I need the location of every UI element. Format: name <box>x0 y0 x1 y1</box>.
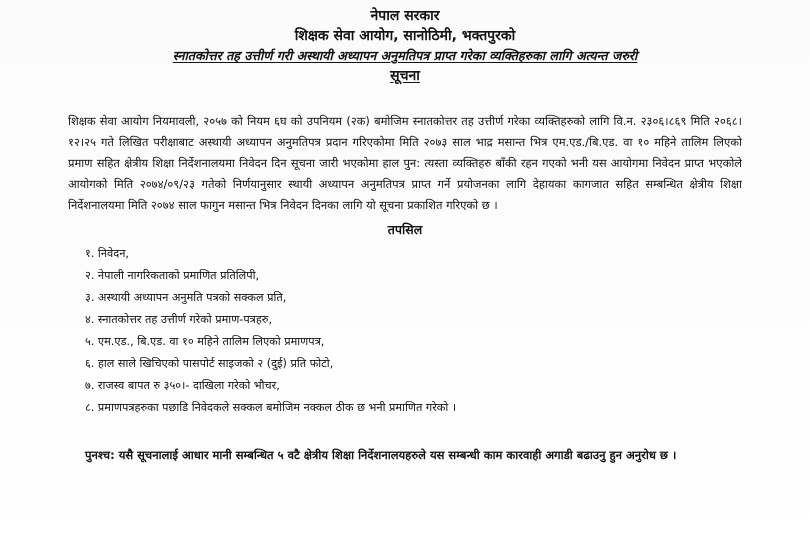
commission-name: शिक्षक सेवा आयोग, सानोठिमी, भक्तपुरको <box>294 28 516 44</box>
notice-body-paragraph: शिक्षक सेवा आयोग नियमावली, २०५७ को नियम ६घ को उपनियम (२क) बमोजिम स्नातकोत्तर तह उत्तीर्ण गरेका व्यक्तिहरुको लागि वि.न. २३०६।८६९ मिति २०६८।१२।२५ गते लिखित परीक्षाबाट अस्थायी अध्यापन अनुमतिपत्र प्रदान गरिएकोमा मिति २०७३ साल भाद्र मसान्त भित्र एम.एड./बि.एड. वा १० महिने तालिम लिएको प्रमाण सहित क्षेत्रीय शिक्षा निर्देशनालयमा निवेदन दिन सूचना जारी भएकोमा हाल पुन: त्यस्ता व्यक्तिहरु बाँकी रहन गएको भनी यस आयोगमा निवेदन प्राप्त भएकोले आयोगको मिति २०७४/०९/२३ गतेको निर्णयानुसार स्थायी अध्यापन अनुमतिपत्र प्राप्त गर्ने प्रयोजनका लागि देहायका कागजात सहित सम्बन्धित क्षेत्रीय शिक्षा निर्देशनालयमा मिति २०७४ साल फागुन मसान्त भित्र निवेदन दिनका लागि यो सूचना प्रकाशित गरिएको छ । <box>68 114 742 213</box>
requirement-item: १. निवेदन, <box>85 247 129 261</box>
notice-label: सूचना <box>390 68 420 84</box>
notice-header <box>68 6 742 86</box>
requirements-list <box>68 243 742 419</box>
requirement-item: ८. प्रमाणपत्रहरुका पछाडि निवेदकले सक्कल बमोजिम नक्कल ठीक छ भनी प्रमाणित गरेको । <box>85 401 457 415</box>
notice-title: स्नातकोत्तर तह उत्तीर्ण गरी अस्थायी अध्यापन अनुमतिपत्र प्राप्त गरेका व्यक्तिहरुका लागि अत्यन्त जरुरी <box>172 48 638 63</box>
requirement-item: २. नेपाली नागरिकताको प्रमाणित प्रतिलिपी, <box>85 269 260 283</box>
requirement-item: ७. राजस्व बापत रु ३५०।- दाखिला गरेको भौचर, <box>85 379 280 393</box>
requirements-heading: तपसिल <box>387 222 423 238</box>
requirement-item: ३. अस्थायी अध्यापन अनुमति पत्रको सक्कल प्रति, <box>85 291 287 305</box>
requirement-item: ५. एम.एड., बि.एड. वा १० महिने तालिम लिएको प्रमाणपत्र, <box>85 335 325 349</box>
requirement-item: ६. हाल साले खिचिएको पासपोर्ट साइजको २ (दुई) प्रति फोटो, <box>85 357 334 371</box>
postscript-note: पुनश्च: यसै सूचनालाई आधार मानी सम्बन्धित ५ वटै क्षेत्रीय शिक्षा निर्देशनालयहरुले यस सम्बन्धी काम कारवाही अगाडी बढाउनु हुन अनुरोध छ । <box>85 448 677 463</box>
government-name: नेपाल सरकार <box>370 8 440 24</box>
requirement-item: ४. स्नातकोत्तर तह उत्तीर्ण गरेको प्रमाण-पत्रहरु, <box>85 313 273 327</box>
